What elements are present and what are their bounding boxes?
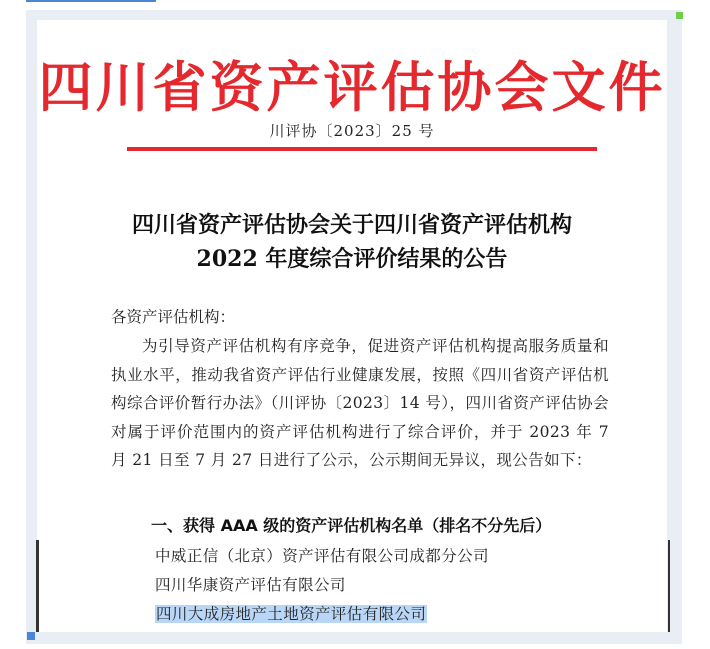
masthead: 四川省资产评估协会文件 (38, 55, 666, 119)
selection-handle[interactable] (27, 632, 35, 640)
red-divider (127, 147, 597, 151)
aaa-firm-list (155, 542, 489, 629)
selected-text[interactable]: 四川大成房地产土地资产评估有限公司 (156, 605, 427, 623)
title-line-2: 2022 年度综合评价结果的公告 (196, 246, 508, 272)
section-heading: 一、获得 AAA 级的资产评估机构名单（排名不分先后） (151, 516, 552, 535)
list-item: 中威正信（北京）资产评估有限公司成都分公司 (155, 547, 489, 565)
document-title (37, 208, 667, 276)
body-paragraph: 为引导资产评估机构有序竞争，促进资产评估机构提高服务质量和执业水平，推动我省资产评估行业健康发展，按照《四川省资产评估机构综合评价暂行办法》（川评协〔2023〕14 号），四川省资产评估协会对属于评价范围内的资产评估机构进行了综合评价，并于 2023 年 7 月 21 日至 7 月 27 日进行了公示，公示期间无异议，现公告如下： (111, 337, 609, 469)
scroll-edge-left (36, 540, 39, 632)
document-page (37, 20, 667, 632)
document-number: 川评协〔2023〕25 号 (269, 122, 435, 140)
top-accent-bar (26, 0, 156, 2)
resize-handle[interactable] (676, 12, 683, 19)
scroll-edge-right (668, 540, 670, 632)
document-body (111, 302, 609, 475)
list-item: 四川华康资产评估有限公司 (155, 576, 346, 594)
salutation: 各资产评估机构： (111, 308, 236, 326)
title-line-1: 四川省资产评估协会关于四川省资产评估机构 (131, 212, 572, 238)
list-item-selected[interactable] (155, 600, 489, 629)
